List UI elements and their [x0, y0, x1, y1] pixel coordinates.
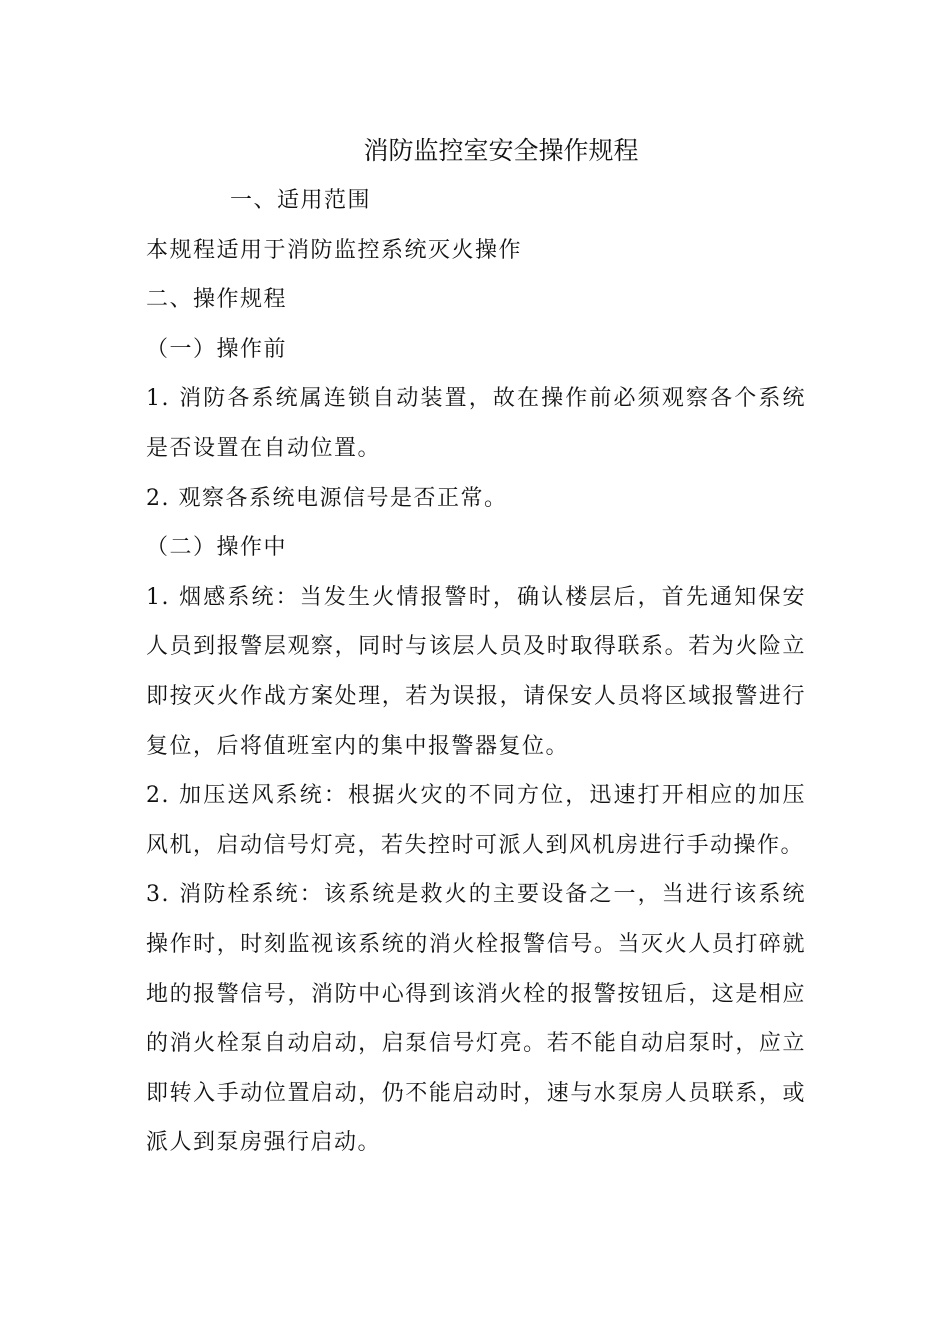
during-item-2: 2. 加压送风系统：根据火灾的不同方位，迅速打开相应的加压风机，启动信号灯亮，若失控时可派人到风机房进行手动操作。: [146, 783, 806, 858]
section-heading-procedure: 二、操作规程: [146, 287, 288, 313]
subsection-heading-during: （二）操作中: [146, 535, 288, 561]
during-item-1: 1. 烟感系统：当发生火情报警时，确认楼层后，首先通知保安人员到报警层观察，同时与该层人员及时取得联系。若为火险立即按灭火作战方案处理，若为误报，请保安人员将区域报警进行复位，后将值班室内的集中报警器复位。: [146, 584, 806, 759]
section-heading-scope: 一、适用范围: [230, 188, 372, 213]
subsection-heading-before: （一）操作前: [146, 336, 288, 362]
before-item-1: 1. 消防各系统属连锁自动装置，故在操作前必须观察各个系统是否设置在自动位置。: [146, 386, 806, 461]
document-title: 消防监控室安全操作规程: [363, 136, 639, 165]
before-item-2: 2. 观察各系统电源信号是否正常。: [146, 485, 508, 511]
during-item-3: 3. 消防栓系统：该系统是救火的主要设备之一，当进行该系统操作时，时刻监视该系统的消火栓报警信号。当灭火人员打碎就地的报警信号，消防中心得到该消火栓的报警按钮后，这是相应的消火栓泵自动启动，启泵信号灯亮。若不能自动启泵时，应立即转入手动位置启动，仍不能启动时，速与水泵房人员联系，或派人到泵房强行启动。: [146, 882, 806, 1156]
document-body: [146, 176, 806, 1168]
scope-text: 本规程适用于消防监控系统灭火操作: [146, 237, 523, 263]
